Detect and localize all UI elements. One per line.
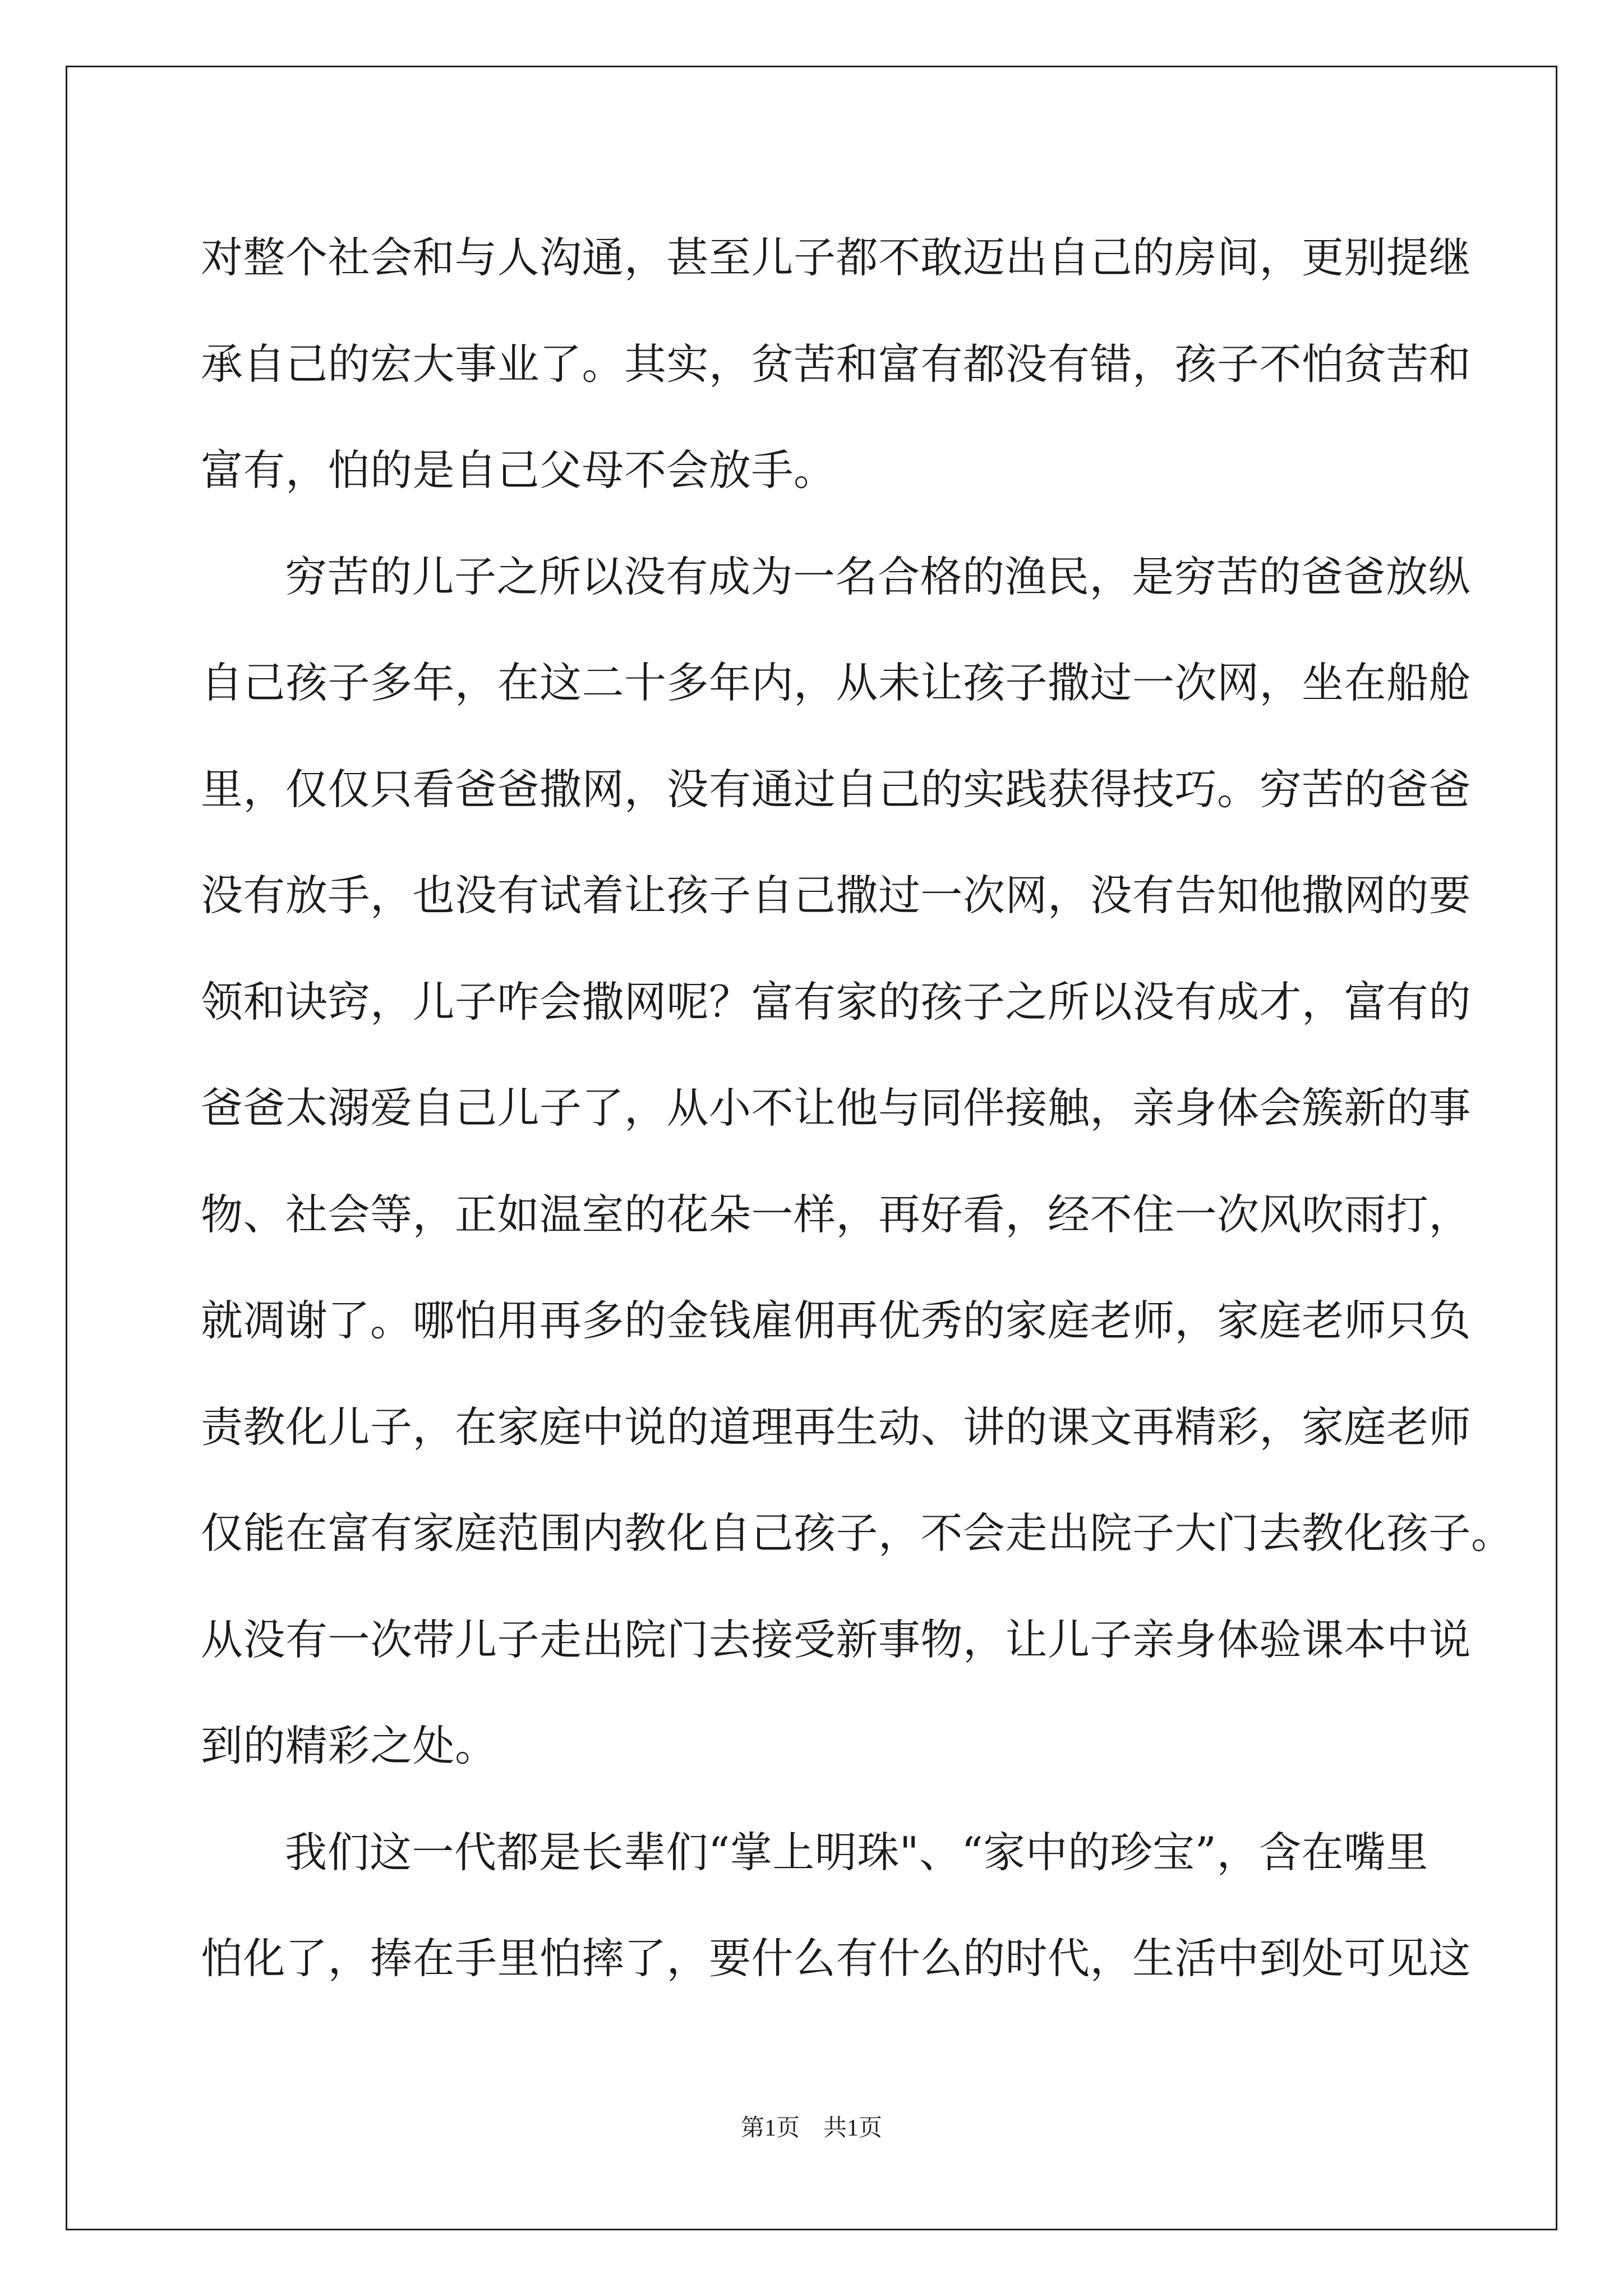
text-line: 对整个社会和与人沟通，甚至儿子都不敢迈出自己的房间，更别提继	[201, 233, 1472, 282]
text-line: 仅能在富有家庭范围内教化自己孩子，不会走出院子大门去教化孩子。	[201, 1508, 1514, 1558]
text-line: 从没有一次带儿子走出院门去接受新事物，让儿子亲身体验课本中说	[201, 1614, 1472, 1664]
document-body	[201, 205, 1514, 2012]
text-line: 领和诀窍，儿子咋会撒网呢？富有家的孩子之所以没有成才，富有的	[201, 977, 1472, 1027]
text-line: 物、社会等，正如温室的花朵一样，再好看，经不住一次风吹雨打，	[201, 1189, 1472, 1239]
text-line: 自己孩子多年，在这二十多年内，从未让孩子撒过一次网，坐在船舱	[201, 658, 1472, 707]
text-line: 到的精彩之处。	[201, 1721, 497, 1770]
text-line: 里，仅仅只看爸爸撒网，没有通过自己的实践获得技巧。穷苦的爸爸	[201, 764, 1472, 814]
text-line: 我们这一代都是长辈们“掌上明珠"、“家中的珍宝”，含在嘴里	[285, 1827, 1429, 1877]
text-line: 就凋谢了。哪怕用再多的金钱雇佣再优秀的家庭老师，家庭老师只负	[201, 1296, 1472, 1345]
text-line: 爸爸太溺爱自己儿子了，从小不让他与同伴接触，亲身体会簇新的事	[201, 1083, 1472, 1133]
text-line: 责教化儿子，在家庭中说的道理再生动、讲的课文再精彩，家庭老师	[201, 1402, 1472, 1452]
text-line: 穷苦的儿子之所以没有成为一名合格的渔民，是穷苦的爸爸放纵	[285, 551, 1471, 601]
text-line: 怕化了，捧在手里怕摔了，要什么有什么的时代，生活中到处可见这	[201, 1934, 1472, 1983]
text-line: 承自己的宏大事业了。其实，贫苦和富有都没有错，孩子不怕贫苦和	[201, 339, 1472, 389]
page-footer: 第1页 共1页	[740, 2115, 882, 2141]
text-line: 富有，怕的是自己父母不会放手。	[201, 445, 836, 495]
text-line: 没有放手，也没有试着让孩子自己撒过一次网，没有告知他撒网的要	[201, 871, 1472, 920]
